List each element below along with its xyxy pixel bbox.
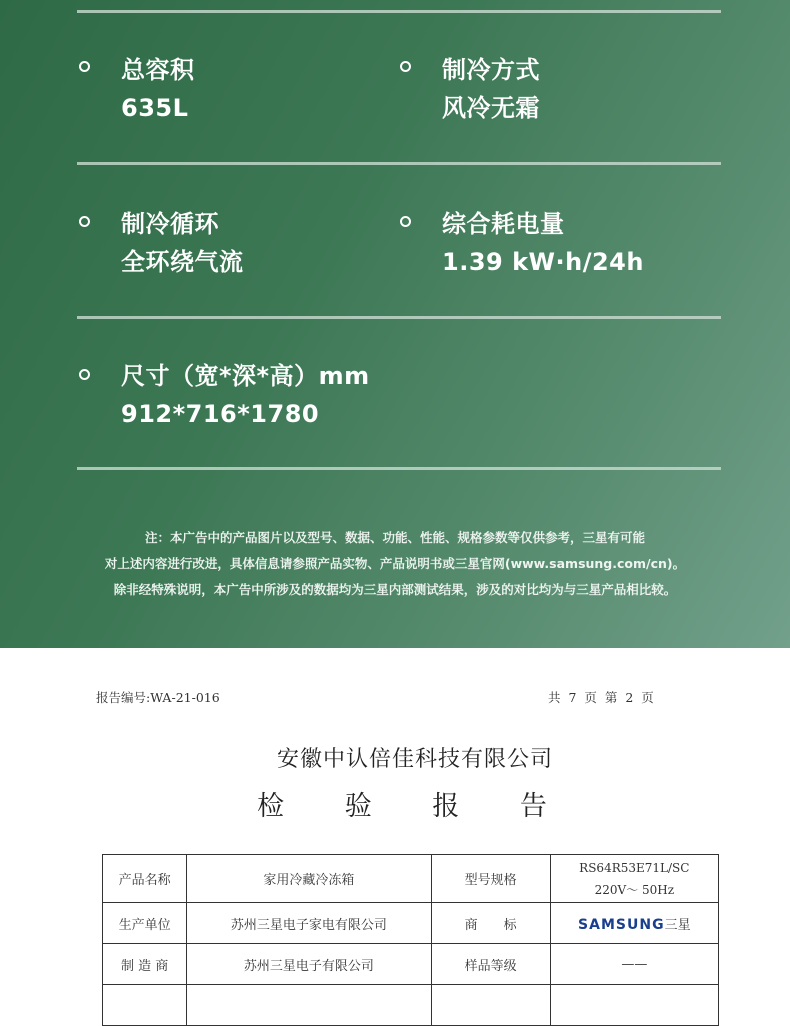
table-cell-key [431, 985, 550, 1026]
samsung-logo: SAMSUNG [578, 916, 665, 933]
table-cell-value: —— [550, 944, 718, 985]
table-cell-key: 样品等级 [431, 944, 550, 985]
report-page-count: 共 7 页 第 2 页 [548, 690, 656, 705]
bullet-icon [400, 216, 411, 227]
disclaimer-line: 除非经特殊说明，本广告中所涉及的数据均为三星内部测试结果，涉及的对比均为与三星产品相比较。 [113, 582, 677, 597]
spec-label-capacity: 总容积 [121, 56, 195, 84]
table-cell-value [550, 903, 718, 944]
report-title: 检 验 报 告 [257, 791, 573, 822]
divider [77, 467, 721, 470]
table-cell-value [187, 985, 431, 1026]
table-cell-key: 型号规格 [431, 855, 550, 903]
table-cell-value [550, 855, 718, 903]
table-cell-value [550, 985, 718, 1026]
spec-label-dimensions: 尺寸（宽*深*高）mm [121, 362, 370, 390]
spec-value-capacity: 635L [121, 94, 189, 122]
bullet-icon [79, 216, 90, 227]
table-cell-value: 苏州三星电子有限公司 [187, 944, 431, 985]
spec-label-power-consumption: 综合耗电量 [442, 210, 565, 238]
report-company: 安徽中认倍佳科技有限公司 [276, 747, 553, 772]
divider [77, 10, 721, 13]
disclaimer-line: 注：本广告中的产品图片以及型号、数据、功能、性能、规格参数等仅供参考，三星有可能 [144, 530, 645, 545]
bullet-icon [400, 61, 411, 72]
divider [77, 316, 721, 319]
table-cell-key [103, 985, 187, 1026]
table-cell-key: 制 造 商 [103, 944, 187, 985]
table-row [103, 985, 719, 1026]
spec-value-power-consumption: 1.39 kW·h/24h [442, 248, 644, 276]
divider [77, 162, 721, 165]
report-number: 报告编号:WA-21-016 [96, 690, 220, 705]
voltage-spec: 220V～ 50Hz [594, 882, 675, 897]
spec-value-cooling-method: 风冷无霜 [442, 94, 540, 122]
spec-label-cooling-method: 制冷方式 [442, 56, 540, 84]
disclaimer-line: 对上述内容进行改进，具体信息请参照产品实物、产品说明书或三星官网(www.samsung.com/cn)。 [104, 556, 686, 571]
spec-value-dimensions: 912*716*1780 [121, 400, 320, 428]
table-cell-key: 生产单位 [103, 903, 187, 944]
table-cell-key: 商 标 [431, 903, 550, 944]
model-number: RS64R53E71L/SC [579, 860, 690, 875]
report-table [102, 854, 719, 1026]
table-cell-key: 产品名称 [103, 855, 187, 903]
table-row [103, 944, 719, 985]
disclaimer-notes [0, 525, 790, 603]
brand-chinese-name: 三星 [664, 917, 691, 933]
table-cell-value: 家用冷藏冷冻箱 [187, 855, 431, 903]
bullet-icon [79, 369, 90, 380]
spec-value-cooling-cycle: 全环绕气流 [121, 248, 244, 276]
table-cell-value: 苏州三星电子家电有限公司 [187, 903, 431, 944]
table-row [103, 855, 719, 903]
inspection-report [0, 648, 790, 990]
table-row [103, 903, 719, 944]
bullet-icon [79, 61, 90, 72]
spec-label-cooling-cycle: 制冷循环 [121, 210, 219, 238]
